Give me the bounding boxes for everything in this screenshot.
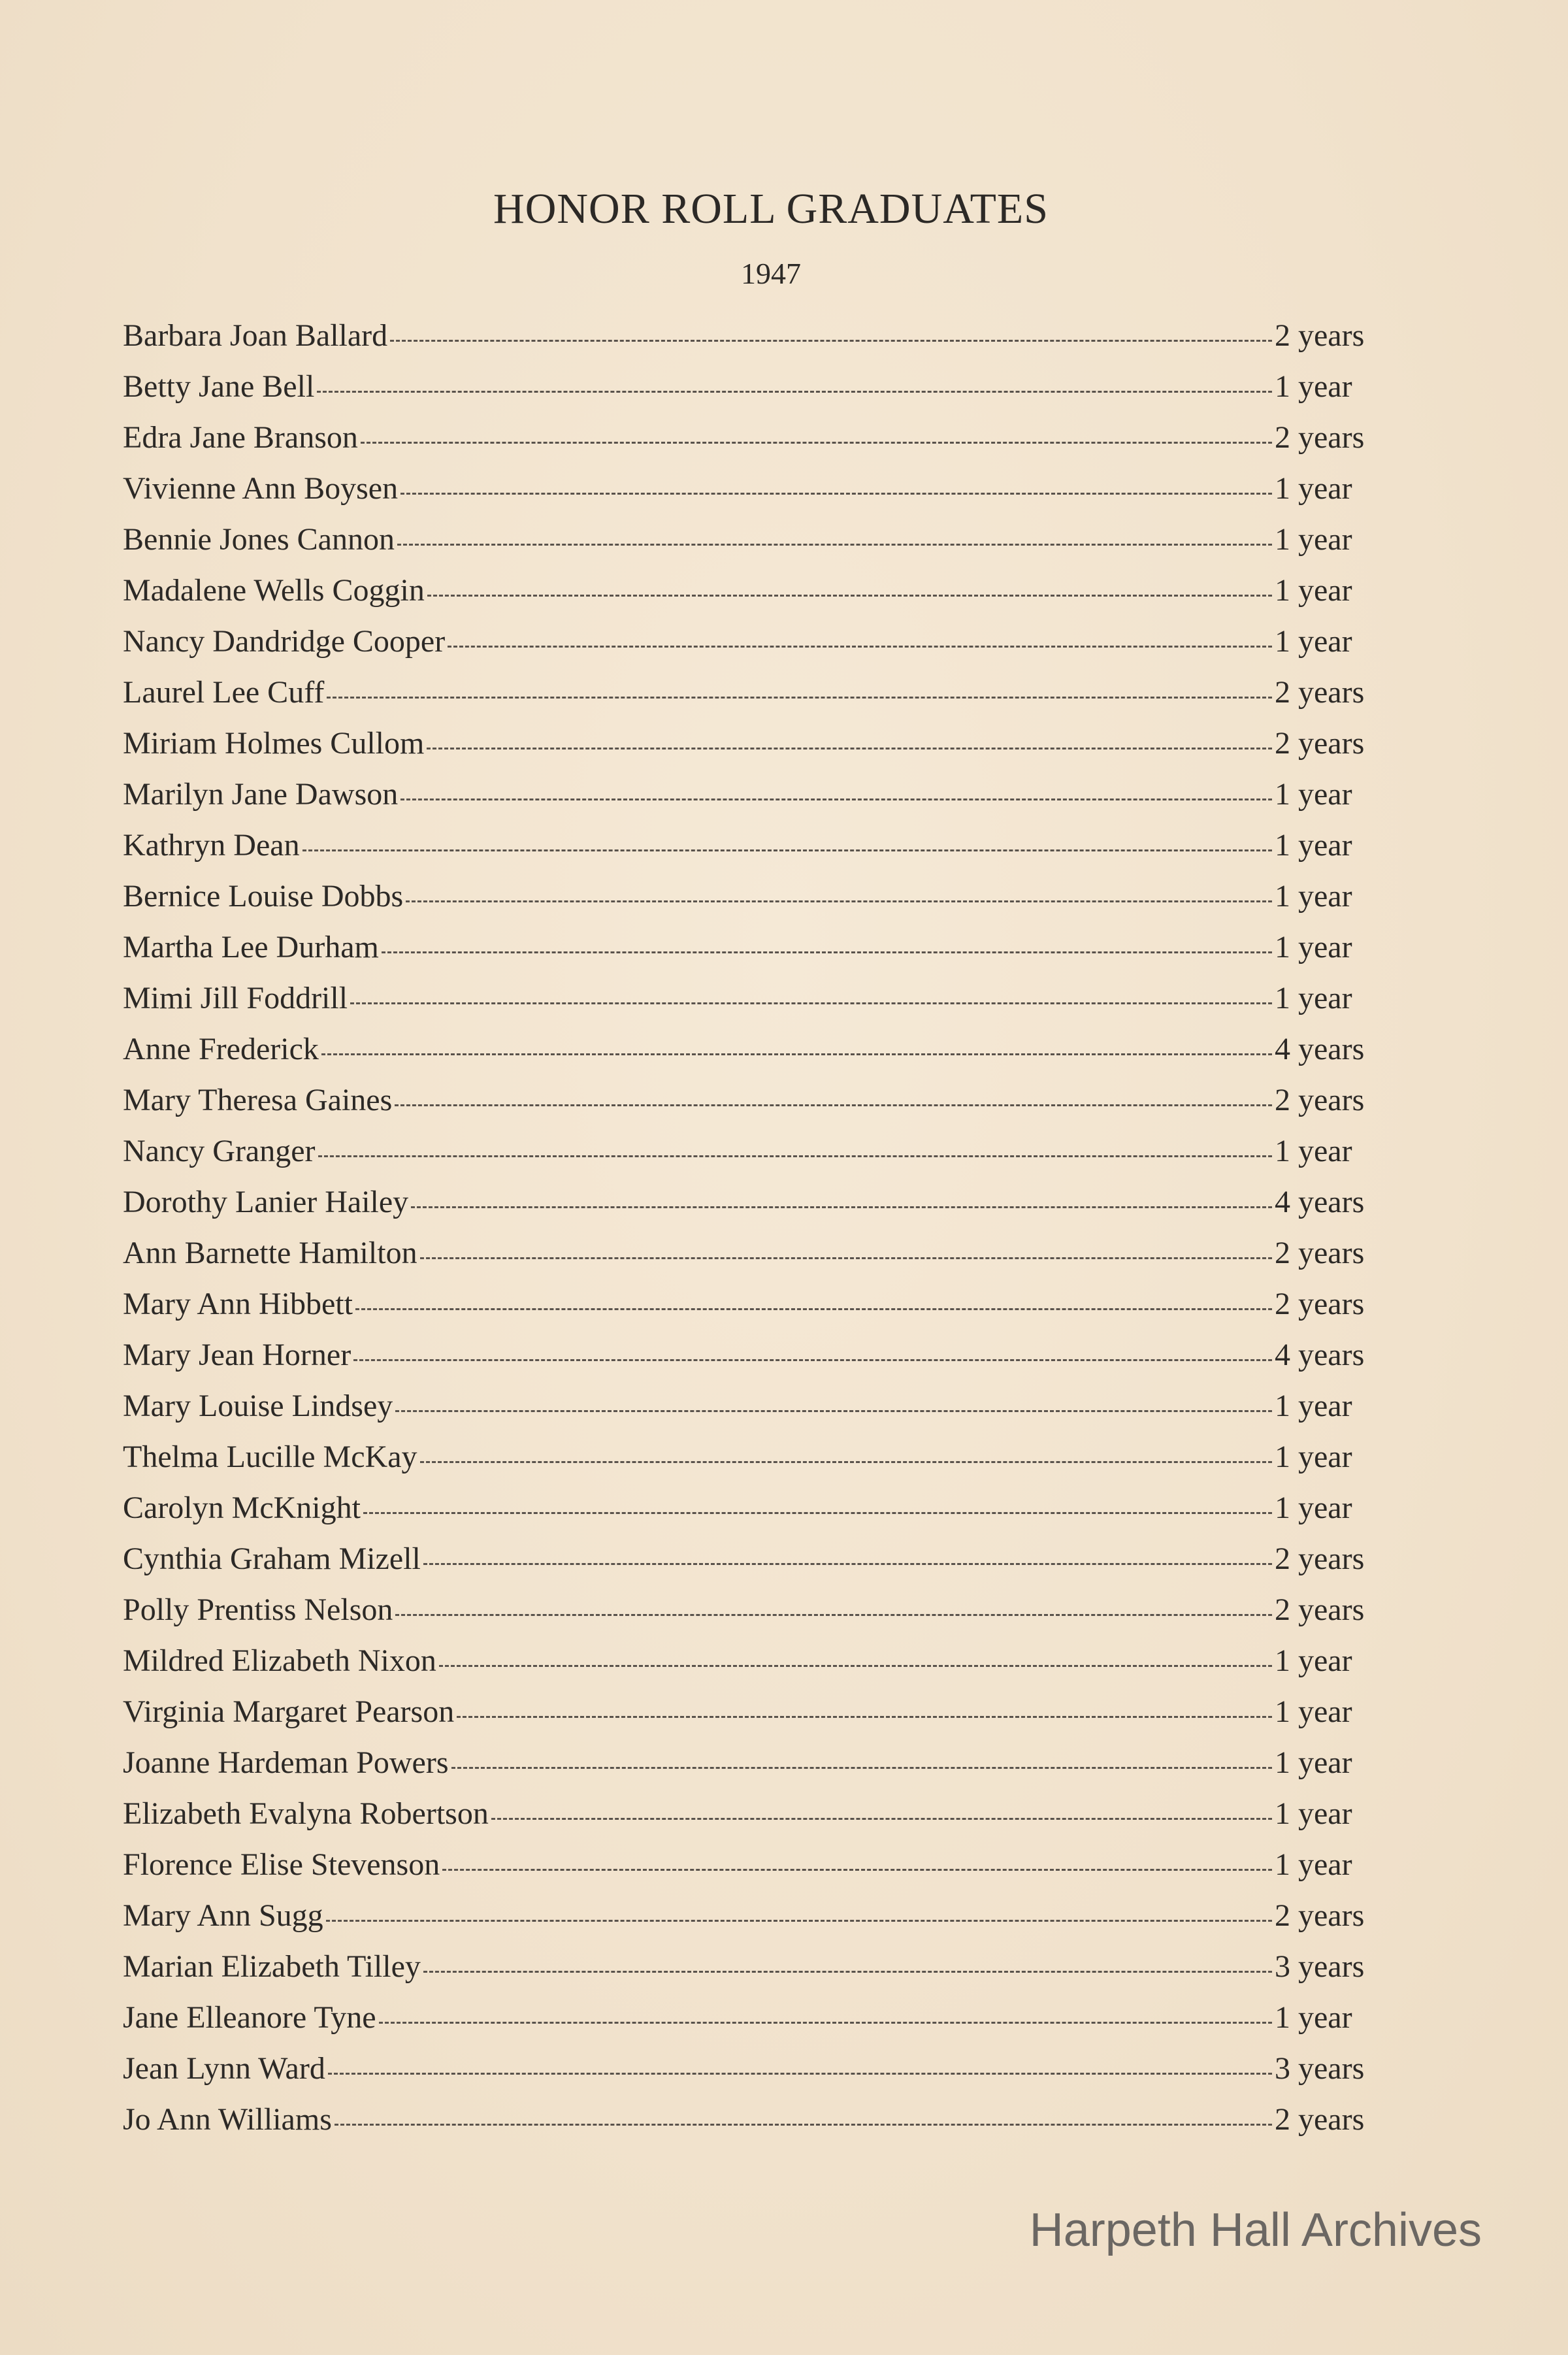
dotted-leader [395, 1614, 1272, 1616]
dotted-leader [321, 1053, 1272, 1055]
graduate-row [123, 1643, 1387, 1694]
dotted-leader [420, 1257, 1272, 1259]
graduate-row [123, 2101, 1387, 2152]
graduate-row [123, 878, 1387, 929]
graduate-name: Bennie Jones Cannon [123, 522, 395, 557]
graduate-row [123, 1694, 1387, 1745]
graduate-name: Edra Jane Branson [123, 420, 358, 455]
graduate-row [123, 521, 1387, 572]
graduate-name: Nancy Granger [123, 1134, 316, 1168]
graduate-name: Elizabeth Evalyna Robertson [123, 1796, 489, 1831]
graduate-duration: 1 year [1275, 879, 1352, 914]
graduate-name: Mary Ann Hibbett [123, 1287, 353, 1321]
graduate-row [123, 1847, 1387, 1898]
graduate-name: Mary Theresa Gaines [123, 1083, 393, 1117]
graduate-row [123, 623, 1387, 674]
graduate-name: Jane Elleanore Tyne [123, 2000, 376, 2035]
graduate-row [123, 1184, 1387, 1235]
graduate-name: Bernice Louise Dobbs [123, 879, 404, 914]
dotted-leader [327, 697, 1272, 699]
dotted-leader [355, 1308, 1272, 1310]
dotted-leader [427, 595, 1272, 597]
graduate-duration: 2 years [1275, 1083, 1365, 1117]
graduate-duration: 1 year [1275, 981, 1352, 1015]
graduate-row [123, 1133, 1387, 1184]
dotted-leader [379, 2022, 1272, 2024]
graduate-duration: 2 years [1275, 726, 1365, 761]
graduate-duration: 2 years [1275, 2102, 1365, 2137]
graduate-duration: 1 year [1275, 828, 1352, 863]
graduate-name: Mimi Jill Foddrill [123, 981, 348, 1015]
graduate-duration: 4 years [1275, 1338, 1365, 1372]
graduate-duration: 1 year [1275, 1134, 1352, 1168]
dotted-leader [491, 1818, 1272, 1820]
graduate-name: Ann Barnette Hamilton [123, 1236, 417, 1270]
graduate-duration: 1 year [1275, 624, 1352, 659]
graduate-duration: 2 years [1275, 318, 1365, 353]
graduate-row [123, 420, 1387, 470]
graduate-name: Marian Elizabeth Tilley [123, 1949, 421, 1984]
graduate-duration: 1 year [1275, 1745, 1352, 1780]
graduate-name: Nancy Dandridge Cooper [123, 624, 446, 659]
graduate-name: Mary Louise Lindsey [123, 1389, 393, 1423]
dotted-leader [400, 799, 1272, 800]
graduate-row [123, 2050, 1387, 2101]
graduate-row [123, 572, 1387, 623]
graduate-duration: 1 year [1275, 522, 1352, 557]
graduate-name: Mary Ann Sugg [123, 1898, 323, 1933]
graduate-duration: 1 year [1275, 2000, 1352, 2035]
dotted-leader [411, 1206, 1272, 1208]
graduate-row [123, 318, 1387, 369]
graduate-name: Carolyn McKnight [123, 1490, 361, 1525]
graduate-row [123, 776, 1387, 827]
dotted-leader [423, 1563, 1272, 1565]
dotted-leader [395, 1104, 1272, 1106]
graduate-row [123, 369, 1387, 420]
dotted-leader [335, 2124, 1272, 2126]
graduate-row [123, 1031, 1387, 1082]
graduate-row [123, 1949, 1387, 2000]
graduate-list [123, 318, 1387, 2152]
graduate-row [123, 674, 1387, 725]
dotted-leader [406, 900, 1272, 902]
graduate-row [123, 1490, 1387, 1541]
dotted-leader [423, 1971, 1272, 1973]
dotted-leader [350, 1002, 1272, 1004]
page-year: 1947 [741, 257, 801, 290]
graduate-duration: 1 year [1275, 369, 1352, 404]
graduate-name: Dorothy Lanier Hailey [123, 1185, 409, 1219]
graduate-duration: 1 year [1275, 1643, 1352, 1678]
dotted-leader [328, 2073, 1272, 2075]
graduate-duration: 2 years [1275, 1592, 1365, 1627]
graduate-name: Joanne Hardeman Powers [123, 1745, 449, 1780]
graduate-duration: 4 years [1275, 1032, 1365, 1066]
page-title: HONOR ROLL GRADUATES [493, 185, 1049, 233]
graduate-duration: 2 years [1275, 1898, 1365, 1933]
graduate-row [123, 1592, 1387, 1643]
graduate-name: Kathryn Dean [123, 828, 300, 863]
graduate-duration: 1 year [1275, 471, 1352, 506]
graduate-row [123, 929, 1387, 980]
graduate-duration: 1 year [1275, 573, 1352, 608]
graduate-duration: 3 years [1275, 2051, 1365, 2086]
graduate-row [123, 980, 1387, 1031]
graduate-duration: 1 year [1275, 777, 1352, 812]
dotted-leader [451, 1767, 1272, 1769]
dotted-leader [326, 1920, 1272, 1922]
graduate-name: Jo Ann Williams [123, 2102, 332, 2137]
graduate-name: Marilyn Jane Dawson [123, 777, 399, 812]
dotted-leader [318, 1155, 1272, 1157]
graduate-duration: 1 year [1275, 1694, 1352, 1729]
dotted-leader [448, 646, 1272, 648]
graduate-row [123, 1286, 1387, 1337]
graduate-duration: 2 years [1275, 420, 1365, 455]
graduate-name: Martha Lee Durham [123, 930, 379, 964]
graduate-duration: 1 year [1275, 1440, 1352, 1474]
graduate-name: Betty Jane Bell [123, 369, 315, 404]
graduate-name: Polly Prentiss Nelson [123, 1592, 393, 1627]
dotted-leader [427, 748, 1272, 749]
dotted-leader [363, 1512, 1272, 1514]
graduate-row [123, 725, 1387, 776]
dotted-leader [390, 340, 1272, 342]
graduate-row [123, 1439, 1387, 1490]
graduate-row [123, 1796, 1387, 1847]
dotted-leader [439, 1665, 1272, 1667]
dotted-leader [361, 442, 1272, 444]
archive-watermark: Harpeth Hall Archives [1029, 2204, 1482, 2256]
graduate-row [123, 1235, 1387, 1286]
graduate-duration: 2 years [1275, 1236, 1365, 1270]
dotted-leader [317, 391, 1272, 393]
graduate-duration: 1 year [1275, 1847, 1352, 1882]
graduate-duration: 1 year [1275, 1796, 1352, 1831]
graduate-duration: 2 years [1275, 675, 1365, 710]
graduate-row [123, 1541, 1387, 1592]
dotted-leader [442, 1869, 1272, 1871]
dotted-leader [420, 1461, 1273, 1463]
graduate-duration: 1 year [1275, 930, 1352, 964]
graduate-name: Thelma Lucille McKay [123, 1440, 417, 1474]
dotted-leader [397, 544, 1272, 546]
graduate-duration: 4 years [1275, 1185, 1365, 1219]
graduate-name: Florence Elise Stevenson [123, 1847, 440, 1882]
graduate-duration: 1 year [1275, 1490, 1352, 1525]
graduate-name: Jean Lynn Ward [123, 2051, 325, 2086]
graduate-duration: 2 years [1275, 1287, 1365, 1321]
graduate-duration: 3 years [1275, 1949, 1365, 1984]
graduate-row [123, 1082, 1387, 1133]
graduate-row [123, 1388, 1387, 1439]
graduate-row [123, 827, 1387, 878]
dotted-leader [457, 1716, 1272, 1718]
dotted-leader [400, 493, 1272, 495]
graduate-row [123, 1337, 1387, 1388]
graduate-name: Miriam Holmes Cullom [123, 726, 425, 761]
graduate-name: Vivienne Ann Boysen [123, 471, 399, 506]
graduate-name: Laurel Lee Cuff [123, 675, 325, 710]
graduate-row [123, 2000, 1387, 2050]
graduate-name: Madalene Wells Coggin [123, 573, 425, 608]
graduate-name: Virginia Margaret Pearson [123, 1694, 455, 1729]
graduate-row [123, 1745, 1387, 1796]
graduate-name: Mary Jean Horner [123, 1338, 351, 1372]
graduate-name: Mildred Elizabeth Nixon [123, 1643, 436, 1678]
graduate-duration: 1 year [1275, 1389, 1352, 1423]
graduate-duration: 2 years [1275, 1541, 1365, 1576]
graduate-name: Anne Frederick [123, 1032, 319, 1066]
graduate-name: Barbara Joan Ballard [123, 318, 388, 353]
graduate-name: Cynthia Graham Mizell [123, 1541, 421, 1576]
dotted-leader [382, 951, 1272, 953]
dotted-leader [395, 1410, 1272, 1412]
graduate-row [123, 1898, 1387, 1949]
graduate-row [123, 470, 1387, 521]
dotted-leader [353, 1359, 1272, 1361]
dotted-leader [302, 849, 1272, 851]
